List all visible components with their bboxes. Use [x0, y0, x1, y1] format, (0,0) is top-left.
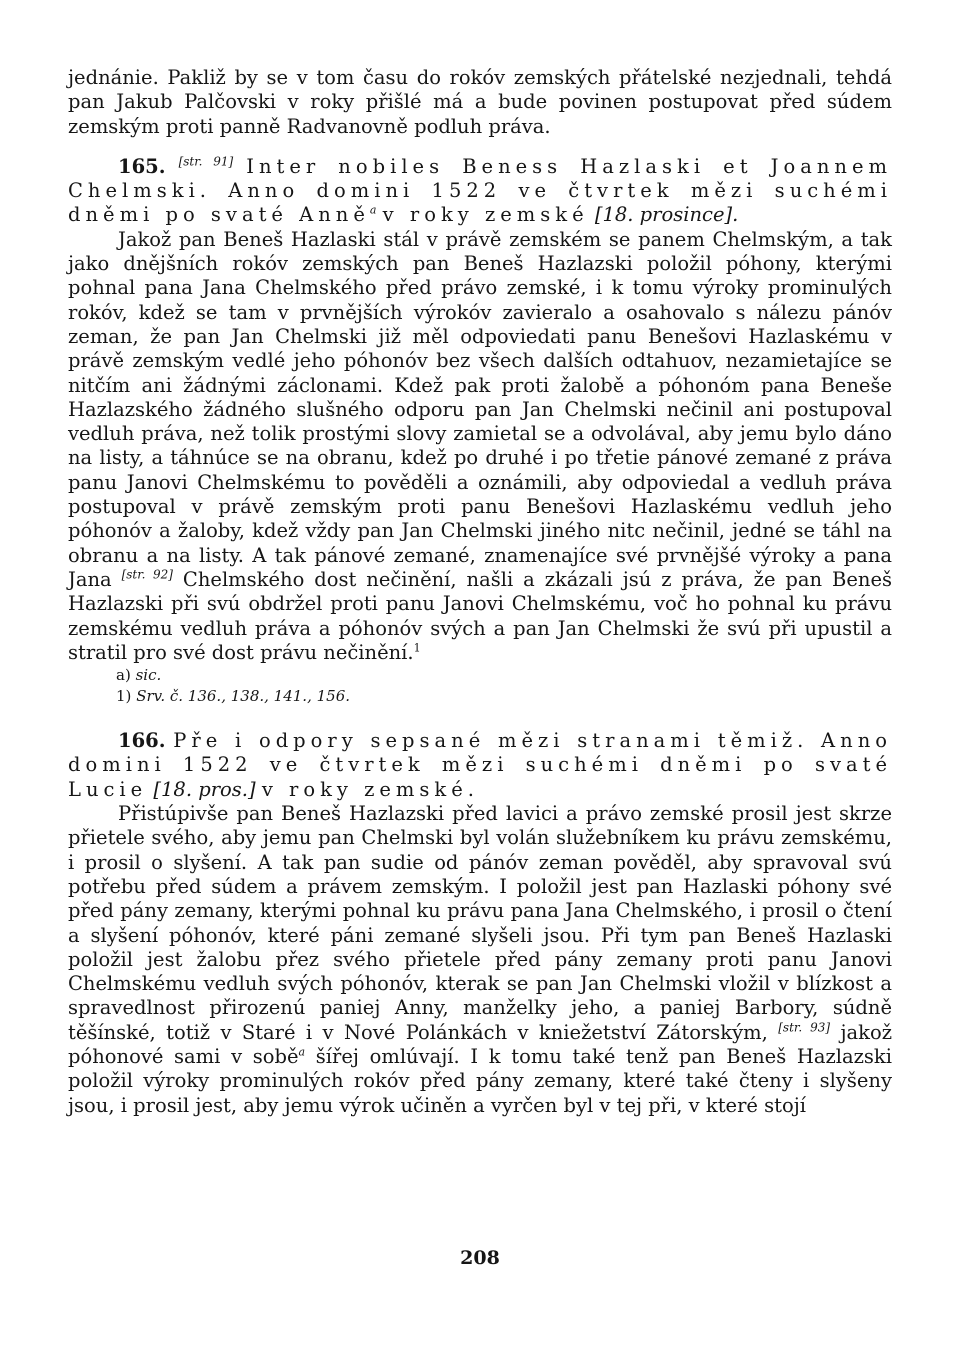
date-note: [18. pros.]: [153, 777, 256, 801]
note-mark: a: [369, 203, 377, 217]
body-text: Jakož pan Beneš Hazlaski stál v právě zemském se panem Chelmským, a tak jako dnějšních rokóv zemských pan Beneš Hazlazski položil póhony, kterými pohnal pana Jana Chelmského před právo zemské, i k tomu výroky prominulých rokóv, kdež se tam v prvnějších výrokóv zavieralo a osahovalo s nálezu pánóv zeman, že pan Jan Chelmski již měl odpoviedati panu Benešovi Hazlaskému v právě zemským vedlé jeho póhonóv bez všech dalších odtahuov, nezamietajíce se nitčím ani žádnými záclonami. Kdež pak proti žalobě a póhonóm pana Beneše Hazlazského žádného slušného odporu pan Jan Chelmski nečinil ani postupoval vedluh práva, než tolik prostými slovy zamietal se a odvolával, aby jemu bylo dáno na listy, a táhnúce se na obranu, kdež po druhé i po třetie pánové zemané z práva panu Janovi Chelmskému to pověděli a oznámili, aby odpoviedal a vedluh práva postupoval v právě zemským proti panu Benešovi Hazlaskému vedluh jeho póhonóv a žaloby, kdež vždy pan Jan Chelmski jiného nitc nečinil, jedné se táhl na obranu a na listy. A tak pánové zemané, znamenajíce své prvnějšé výroky a pana Jana: [68, 227, 892, 591]
footnote-text: sic.: [135, 666, 162, 685]
page-reference: [str. 92]: [121, 567, 173, 582]
date-note: [18. prosince].: [594, 203, 739, 227]
page-reference: [str. 93]: [778, 1020, 831, 1035]
entry-heading: Pře i odpory sepsané mězi stranami těmiž. Anno domini 1522 ve čtvrtek mězi suchémi dněmi po svaté Lucie: [68, 729, 892, 801]
footnote-mark: 1: [413, 641, 421, 655]
continuation-paragraph: jednánie. Pakliž by se v tom času do rokóv zemských přátelské nezjednali, tehdá pan Jakub Palčovski v roky přišlé má a bude povinen postupovat před súdem zemským proti panně Radvanovně podluh práva.: [68, 66, 892, 138]
entry-166-heading: [68, 729, 892, 802]
note-mark: a: [298, 1045, 306, 1059]
footnote-mark: a): [116, 666, 131, 685]
entry-166-body: [68, 802, 892, 1118]
entry-165-heading: [68, 155, 892, 228]
entry-heading: Inter nobiles Beness Hazlaski et Joannem Chelmski. Anno domini 1522 ve čtvrtek mězi suchémi dněmi po svaté Anně: [68, 154, 892, 227]
page-number: 208: [460, 1247, 500, 1269]
body-text: jakož póhonové sami v sobě: [68, 1020, 893, 1068]
body-text: Přistúpivše pan Beneš Hazlazski před lavici a právo zemské prosil jest skrze přietele svého, aby jemu pan Chelmski byl volán služebníkem ku právu zemskému, i prosil o slyšení. A tak pan sudie od pánóv zeman pověděl, aby spravoval svú potřebu před súdem a právem zemským. I položil jest pan Hazlaski póhony své před pány zemany, kterými pohnal ku právu pana Jana Chelmského, i prosil o čtení a slyšení póhonóv, které páni zemané slyšeli jsou. Při tym pan Beneš Hazlaski položil jest žalobu přez svého přietele před pány zemany proti panu Janovi Chelmskému vedluh svých póhonóv, kterak se pan Jan Chelmski vložil v blízkost a spravedlnost přirozenú paniej Anny, manželky jeho, a paniej Barbory, súdně těšínské, totiž v Staré i v Nové Polánkách v kniežetství Zátorským,: [68, 802, 892, 1044]
entry-heading-tail: v roky zemské: [382, 203, 589, 227]
entry-number: 165.: [118, 154, 166, 178]
entry-number: 166.: [118, 729, 166, 753]
body-text: šířej omlúvají. I k tomu také tenž pan Beneš Hazlazski položil výroky prominulých rokóv před pány zemany, které také čteny i slyšeny jsou, i prosil jest, aby jemu výrok učiněn a vyrčen byl v tej při, v které stojí: [68, 1044, 892, 1117]
footnote: [116, 665, 892, 686]
footnote: [116, 686, 892, 707]
footnote-mark: 1): [116, 687, 132, 706]
entry-165-body: [68, 228, 892, 665]
footnote-text: Srv. č. 136., 138., 141., 156.: [136, 687, 351, 706]
page-text: [68, 66, 892, 1118]
body-text: Chelmského dost nečinění, našli a zkázali jsú z práva, že pan Beneš Hazlazski při svú obdržel proti panu Janovi Chelmskému, voč ho pohnal ku právu zemskému vedluh práva a póhonóv svých a pan Jan Chelmski že svú při upustil a stratil pro své dost právu nečinění.: [68, 567, 892, 664]
entry-heading-tail: v roky zemské.: [261, 777, 479, 801]
page-reference: [str. 91]: [178, 154, 234, 169]
